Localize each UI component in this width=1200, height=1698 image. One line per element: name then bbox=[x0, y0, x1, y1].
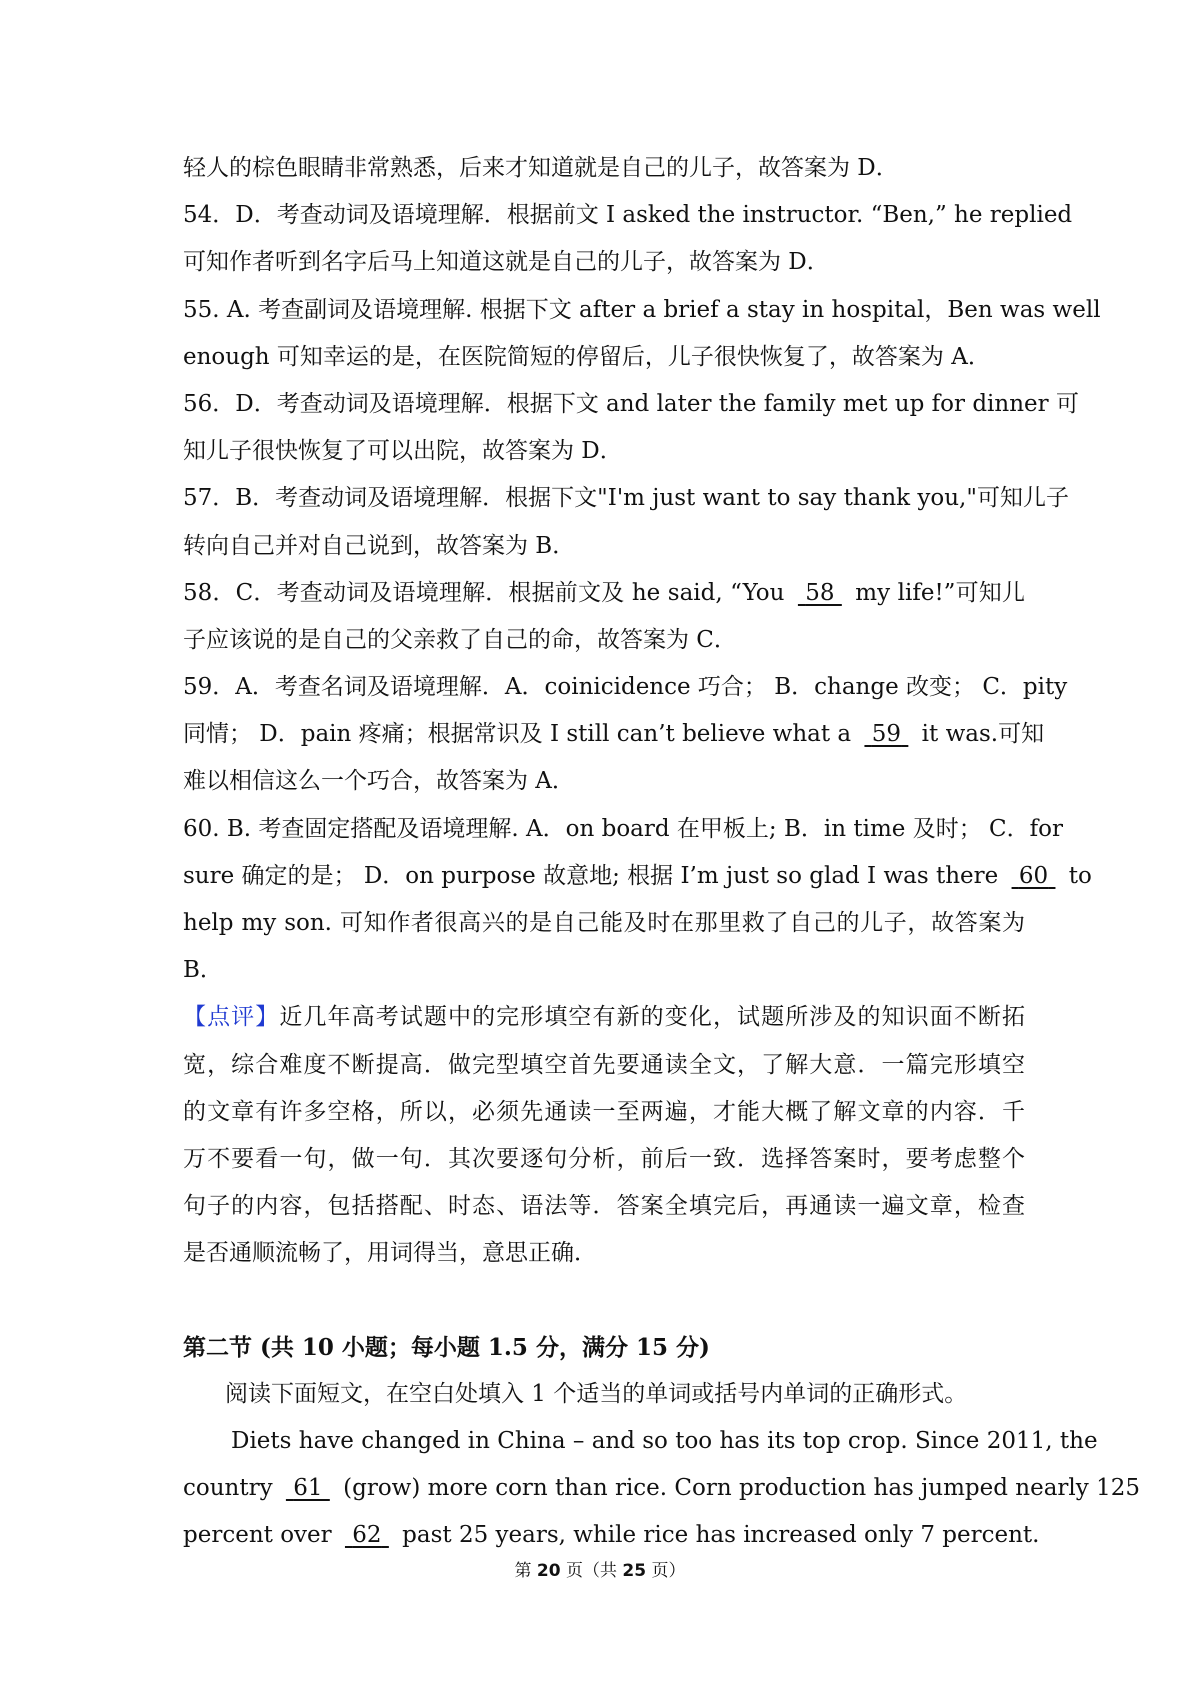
document-body bbox=[183, 145, 1140, 1559]
blank-61: 61 bbox=[293, 1475, 323, 1502]
text-segment: 近几年高考试题中的完形填空有新的变化，试题所涉及的知识面不断拓 bbox=[279, 1004, 1026, 1031]
footer-text: 第 bbox=[514, 1561, 537, 1581]
text-line: enough 可知幸运的是，在医院简短的停留后，儿子很快恢复了，故答案为 A． bbox=[183, 343, 991, 370]
text-line: 是否通顺流畅了，用词得当，意思正确． bbox=[183, 1240, 597, 1267]
text-segment: to bbox=[1061, 862, 1092, 889]
text-line: 转向自己并对自己说到，故答案为 B． bbox=[183, 532, 576, 559]
passage-line bbox=[183, 1465, 1140, 1512]
answer-55: 55. A. 考查副词及语境理解. 根据下文 after a brief a stay in hospital，Ben was well bbox=[183, 296, 1101, 323]
text-line: B． bbox=[183, 957, 223, 984]
blank-60: 60 bbox=[1018, 862, 1049, 889]
section-instruction: 阅读下面短文，在空白处填入 1 个适当的单词或括号内单词的正确形式。 bbox=[225, 1380, 968, 1407]
text-line bbox=[183, 853, 1092, 900]
text-line: 万不要看一句，做一句．其次要逐句分析，前后一致．选择答案时，要考虑整个 bbox=[183, 1145, 1025, 1172]
footer-text: 页（共 bbox=[560, 1561, 623, 1581]
text-line: 可知作者听到名字后马上知道这就是自己的儿子，故答案为 D． bbox=[183, 249, 830, 276]
text-line: help my son. 可知作者很高兴的是自己能及时在那里救了自己的儿子，故答案为 bbox=[183, 910, 1025, 936]
answer-57: 57．B．考查动词及语境理解．根据下文"I'm just want to say thank you,"可知儿子 bbox=[183, 485, 1069, 512]
answer-59: 59．A．考查名词及语境理解．A．coinicidence 巧合； B．change 改变； C．pity bbox=[183, 674, 1068, 701]
text-line: 难以相信这么一个巧合，故答案为 A． bbox=[183, 768, 575, 795]
text-line: 宽，综合难度不断提高．做完型填空首先要通读全文，了解大意．一篇完形填空 bbox=[183, 1051, 1025, 1078]
text-segment: sure 确定的是； D．on purpose 故意地; 根据 I’m just so glad I was there bbox=[183, 862, 1006, 889]
blank-62: 62 bbox=[352, 1522, 382, 1549]
text-line: 子应该说的是自己的父亲救了自己的命，故答案为 C． bbox=[183, 626, 737, 653]
text-segment: 58．C．考查动词及语境理解．根据前文及 he said, “You bbox=[183, 579, 792, 606]
footer-text: 页） bbox=[646, 1561, 686, 1581]
page-footer bbox=[0, 1556, 1200, 1581]
blank-59: 59 bbox=[871, 721, 902, 748]
comment-tag: 【点评】 bbox=[183, 1004, 280, 1031]
answer-56: 56．D．考查动词及语境理解．根据下文 and later the family met up for dinner 可 bbox=[183, 390, 1079, 417]
passage-line bbox=[183, 1512, 1040, 1559]
text-line: 句子的内容，包括搭配、时态、语法等．答案全填完后，再通读一遍文章，检查 bbox=[183, 1193, 1025, 1220]
passage-line: Diets have changed in China – and so too has its top crop. Since 2011, the bbox=[231, 1427, 1098, 1454]
blank-58: 58 bbox=[805, 579, 835, 606]
text-segment: it was.可知 bbox=[914, 721, 1045, 748]
text-line: 知儿子很快恢复了可以出院，故答案为 D． bbox=[183, 438, 623, 465]
text-segment: country bbox=[183, 1475, 280, 1502]
text-line: 轻人的棕色眼睛非常熟悉，后来才知道就是自己的儿子，故答案为 D． bbox=[183, 155, 899, 181]
section-heading: 第二节 (共 10 小题；每小题 1.5 分，满分 15 分) bbox=[183, 1333, 710, 1361]
text-segment: (grow) more corn than rice. Corn production has jumped nearly 125 bbox=[335, 1475, 1140, 1502]
text-line: 的文章有许多空格，所以，必须先通读一至两遍，才能大概了解文章的内容．千 bbox=[183, 1098, 1025, 1125]
answer-54: 54．D．考查动词及语境理解．根据前文 I asked the instructor. “Ben,” he replied bbox=[183, 202, 1073, 229]
text-segment: percent over bbox=[183, 1522, 339, 1549]
page-total: 25 bbox=[622, 1561, 647, 1581]
answer-58 bbox=[183, 570, 1025, 617]
text-segment: 同情； D．pain 疼痛；根据常识及 I still can’t believe what a bbox=[183, 721, 859, 748]
text-segment: past 25 years, while rice has increased only 7 percent. bbox=[394, 1522, 1040, 1549]
answer-60: 60. B. 考查固定搭配及语境理解. A．on board 在甲板上; B．in time 及时； C．for bbox=[183, 815, 1063, 842]
text-segment: my life!”可知儿 bbox=[847, 579, 1025, 606]
comment-paragraph bbox=[183, 994, 1025, 1041]
page-number: 20 bbox=[536, 1561, 561, 1581]
text-line bbox=[183, 711, 1045, 758]
